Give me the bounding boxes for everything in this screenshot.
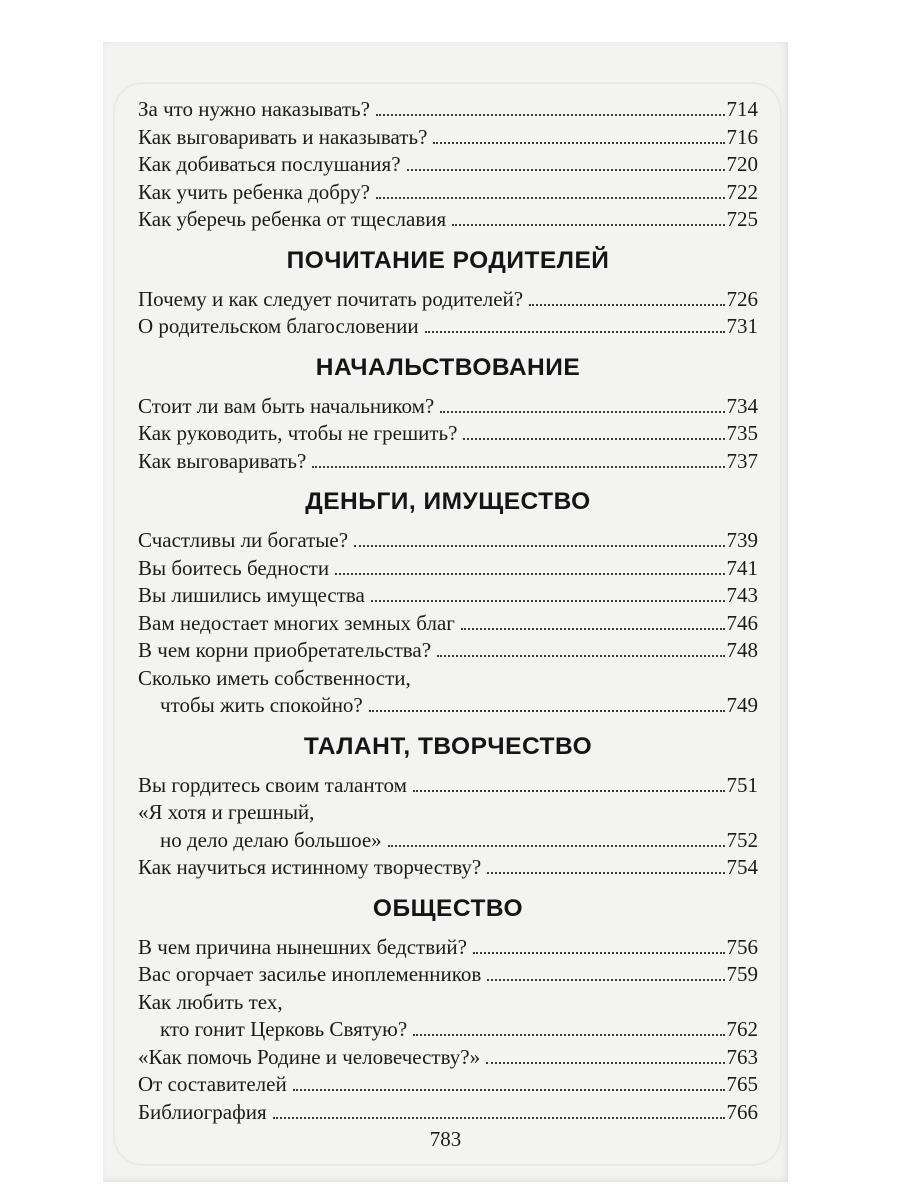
entry-title: Вы боитесь бедности: [138, 555, 330, 580]
dot-leader: [273, 1101, 725, 1119]
entry-title: Вам недостает многих земных благ: [138, 610, 455, 635]
entry-page-number: 748: [726, 638, 758, 662]
dot-leader: [461, 612, 725, 630]
dot-leader: [437, 639, 724, 657]
toc-entry[interactable]: [138, 448, 758, 476]
entry-title: Вы лишились имущества: [138, 583, 365, 607]
dot-leader: [425, 315, 725, 333]
toc-entry[interactable]: [138, 96, 758, 124]
entry-title: Счастливы ли богатые?: [138, 528, 349, 552]
entry-title: Как руководить, чтобы не грешить?: [138, 421, 458, 445]
toc-entry[interactable]: [138, 772, 758, 800]
entry-page-number: 737: [726, 448, 758, 473]
toc-entry[interactable]: [138, 637, 758, 665]
entry-title-continued: чтобы жить спокойно?: [160, 693, 363, 717]
dot-leader: [354, 529, 724, 547]
toc-entry[interactable]: [138, 151, 758, 179]
dot-leader: [433, 126, 724, 144]
entry-title: Как научиться истинному творчеству?: [138, 855, 482, 879]
dot-leader: [407, 153, 725, 171]
entry-page-number: 762: [726, 1017, 758, 1041]
dot-leader: [473, 936, 725, 954]
entry-page-number: 765: [726, 1072, 758, 1096]
dot-leader: [312, 450, 724, 468]
toc-entry[interactable]: [138, 1099, 758, 1127]
toc-entry[interactable]: [138, 206, 758, 234]
entry-title: От составителей: [138, 1072, 287, 1096]
toc-entry[interactable]: [138, 393, 758, 421]
toc-entry[interactable]: [138, 1044, 758, 1072]
entry-title: Как любить тех,: [138, 989, 283, 1014]
toc-entry[interactable]: [138, 124, 758, 152]
entry-title: Сколько иметь собственности,: [138, 665, 411, 690]
entry-page-number: 759: [726, 962, 758, 986]
table-of-contents: [138, 96, 758, 1126]
dot-leader: [376, 181, 725, 199]
entry-title: Стоит ли вам быть начальником?: [138, 393, 435, 418]
entry-page-number: 756: [726, 934, 758, 959]
dot-leader: [487, 963, 724, 981]
entry-page-number: 763: [726, 1044, 758, 1069]
entry-title: За что нужно наказывать?: [138, 97, 370, 121]
toc-entry[interactable]: [138, 989, 758, 1044]
entry-title-continued: кто гонит Церковь Святую?: [160, 1017, 408, 1041]
entry-page-number: 725: [726, 207, 758, 231]
entry-page-number: 734: [726, 393, 758, 418]
section-heading: ПОЧИТАНИЕ РОДИТЕЛЕЙ: [286, 246, 610, 274]
dot-leader: [335, 557, 724, 575]
entry-page-number: 743: [726, 583, 758, 607]
entry-page-number: 766: [726, 1099, 758, 1124]
entry-page-number: 726: [726, 286, 758, 311]
toc-entry[interactable]: [138, 527, 758, 555]
entry-title: «Я хотя и грешный,: [138, 800, 315, 824]
toc-entry[interactable]: [138, 420, 758, 448]
entry-title: Как учить ребенка добру?: [138, 179, 370, 204]
toc-entry[interactable]: [138, 286, 758, 314]
toc-entry[interactable]: [138, 961, 758, 989]
entry-page-number: 751: [726, 772, 758, 797]
section-heading: ОБЩЕСТВО: [372, 894, 524, 922]
entry-title: Почему и как следует почитать родителей?: [138, 286, 524, 311]
page-number: 783: [429, 1127, 462, 1151]
entry-title-continued: но дело делаю большое»: [160, 827, 382, 852]
entry-page-number: 754: [726, 855, 758, 879]
dot-leader: [388, 829, 725, 847]
entry-title: Библиография: [138, 1099, 267, 1124]
toc-entry[interactable]: [138, 1071, 758, 1099]
entry-title: В чем корни приобретательства?: [138, 638, 432, 662]
toc-entry[interactable]: [138, 555, 758, 583]
book-page: [103, 42, 788, 1182]
toc-entry[interactable]: [138, 854, 758, 882]
toc-entry[interactable]: [138, 582, 758, 610]
entry-title: Как добиваться послушания?: [138, 152, 401, 176]
entry-page-number: 716: [726, 124, 758, 149]
toc-entry[interactable]: [138, 610, 758, 638]
toc-entry[interactable]: [138, 179, 758, 207]
entry-page-number: 739: [726, 528, 758, 552]
entry-title: Как выговаривать?: [138, 448, 307, 473]
entry-page-number: 749: [726, 693, 758, 717]
entry-title: Вас огорчает засилье иноплеменников: [138, 962, 482, 986]
entry-page-number: 752: [726, 827, 758, 852]
dot-leader: [486, 1046, 724, 1064]
entry-page-number: 746: [726, 610, 758, 635]
dot-leader: [440, 395, 724, 413]
entry-title: «Как помочь Родине и человечеству?»: [138, 1044, 481, 1069]
dot-leader: [452, 208, 724, 226]
toc-entry[interactable]: [138, 313, 758, 341]
toc-entry[interactable]: [138, 799, 758, 854]
dot-leader: [413, 774, 725, 792]
entry-title: В чем причина нынешних бедствий?: [138, 934, 467, 959]
dot-leader: [293, 1073, 725, 1091]
dot-leader: [529, 288, 724, 306]
section-heading: ТАЛАНТ, ТВОРЧЕСТВО: [303, 732, 593, 760]
entry-page-number: 722: [726, 179, 758, 204]
entry-page-number: 731: [726, 314, 758, 338]
toc-entry[interactable]: [138, 934, 758, 962]
dot-leader: [463, 422, 724, 440]
entry-title: Вы гордитесь своим талантом: [138, 772, 407, 797]
toc-entry[interactable]: [138, 665, 758, 720]
entry-title: Как уберечь ребенка от тщеславия: [138, 207, 447, 231]
section-heading: НАЧАЛЬСТВОВАНИЕ: [315, 353, 581, 381]
entry-page-number: 714: [726, 97, 758, 121]
section-heading: ДЕНЬГИ, ИМУЩЕСТВО: [305, 488, 591, 515]
dot-leader: [376, 98, 725, 116]
dot-leader: [413, 1018, 724, 1036]
entry-title: Как выговаривать и наказывать?: [138, 124, 428, 149]
entry-title: О родительском благословении: [138, 314, 419, 338]
entry-page-number: 720: [726, 152, 758, 176]
dot-leader: [487, 856, 724, 874]
dot-leader: [369, 694, 725, 712]
entry-page-number: 741: [726, 555, 758, 580]
dot-leader: [371, 584, 725, 602]
entry-page-number: 735: [726, 421, 758, 445]
